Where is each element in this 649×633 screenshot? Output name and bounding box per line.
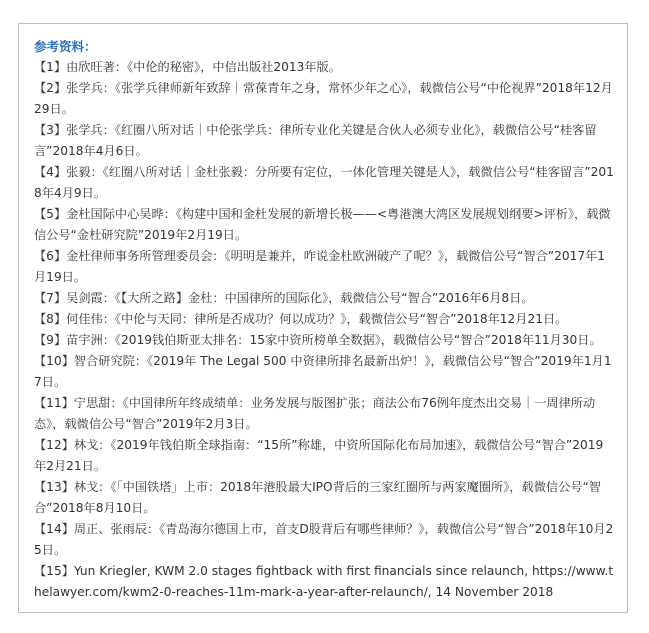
reference-item-5 <box>34 204 614 246</box>
reference-number: 【6】 <box>34 249 67 263</box>
reference-text: Yun Kriegler, KWM 2.0 stages fightback with first financials since relaunch, https://www.thelawyer.com/kwm2-0-reaches-11m-mark-a-year-after-relaunch/, 14 November 2018 <box>34 564 614 599</box>
references-box <box>18 23 628 613</box>
reference-text: 周正、张雨辰：《青岛海尔德国上市，首支D股背后有哪些律师？》，载微信公号“智合”2018年10月25日。 <box>34 522 614 557</box>
reference-number: 【15】 <box>34 564 74 578</box>
reference-number: 【9】 <box>34 333 67 347</box>
reference-number: 【13】 <box>34 480 74 494</box>
reference-list <box>34 57 614 603</box>
reference-item-13 <box>34 477 614 519</box>
reference-text: 苗宇洲：《2019钱伯斯亚太排名：15家中资所榜单全数据》，载微信公号“智合”2018年11月30日。 <box>66 333 602 347</box>
reference-item-4 <box>34 162 614 204</box>
reference-number: 【2】 <box>34 81 67 95</box>
reference-item-11 <box>34 393 614 435</box>
reference-text: 何佳伟：《中伦与天同：律所是否成功？何以成功？》，载微信公号“智合”2018年12月21日。 <box>66 312 568 326</box>
reference-item-6 <box>34 246 614 288</box>
reference-item-12 <box>34 435 614 477</box>
reference-text: 智合研究院：《2019年 The Legal 500 中资律所排名最新出炉！》，载微信公号“智合”2019年1月17日。 <box>34 354 612 389</box>
references-heading: 参考资料： <box>34 39 97 54</box>
reference-number: 【14】 <box>34 522 74 536</box>
reference-text: 张毅：《红圈八所对话｜金杜张毅：分所要有定位，一体化管理关键是人》，载微信公号“桂客留言”2018年4月9日。 <box>34 165 614 200</box>
reference-text: 吴剑霞：《【大所之路】金杜：中国律所的国际化》，载微信公号“智合”2016年6月8日。 <box>66 291 534 305</box>
reference-number: 【3】 <box>34 123 67 137</box>
reference-item-10 <box>34 351 614 393</box>
reference-number: 【8】 <box>34 312 67 326</box>
reference-number: 【7】 <box>34 291 67 305</box>
reference-number: 【5】 <box>34 207 67 221</box>
reference-item-8 <box>34 309 614 330</box>
reference-text: 由欣旺著：《中伦的秘密》，中信出版社2013年版。 <box>66 60 341 74</box>
reference-item-15 <box>34 561 614 603</box>
reference-item-7 <box>34 288 614 309</box>
reference-number: 【4】 <box>34 165 67 179</box>
reference-item-9 <box>34 330 614 351</box>
reference-text: 宁思甜：《中国律所年终成绩单：业务发展与版图扩张；商法公布76例年度杰出交易｜一周律所动态》，载微信公号“智合”2019年2月3日。 <box>34 396 596 431</box>
reference-item-2 <box>34 78 614 120</box>
reference-item-1 <box>34 57 614 78</box>
reference-text: 林戈：《「中国铁塔」上市：2018年港股最大IPO背后的三家红圈所与两家魔圈所》，载微信公号“智合”2018年8月10日。 <box>34 480 601 515</box>
reference-item-14 <box>34 519 614 561</box>
reference-text: 金杜国际中心吴晔：《构建中国和金杜发展的新增长极——<粤港澳大湾区发展规划纲要>评析》，载微信公号“金杜研究院”2019年2月19日。 <box>34 207 611 242</box>
reference-text: 张学兵：《张学兵律师新年致辞｜常葆青年之身，常怀少年之心》，载微信公号“中伦视界”2018年12月29日。 <box>34 81 613 116</box>
reference-text: 张学兵：《红圈八所对话｜中伦张学兵：律所专业化关键是合伙人必须专业化》，载微信公号“桂客留言”2018年4月6日。 <box>34 123 597 158</box>
reference-number: 【1】 <box>34 60 67 74</box>
reference-text: 林戈：《2019年钱伯斯全球指南：“15所”称雄，中资所国际化布局加速》，载微信公号“智合”2019年2月21日。 <box>34 438 604 473</box>
reference-text: 金杜律师事务所管理委员会：《明明是兼并，咋说金杜欧洲破产了呢？》，载微信公号“智合”2017年1月19日。 <box>34 249 606 284</box>
reference-number: 【12】 <box>34 438 74 452</box>
reference-number: 【10】 <box>34 354 74 368</box>
reference-number: 【11】 <box>34 396 74 410</box>
reference-item-3 <box>34 120 614 162</box>
